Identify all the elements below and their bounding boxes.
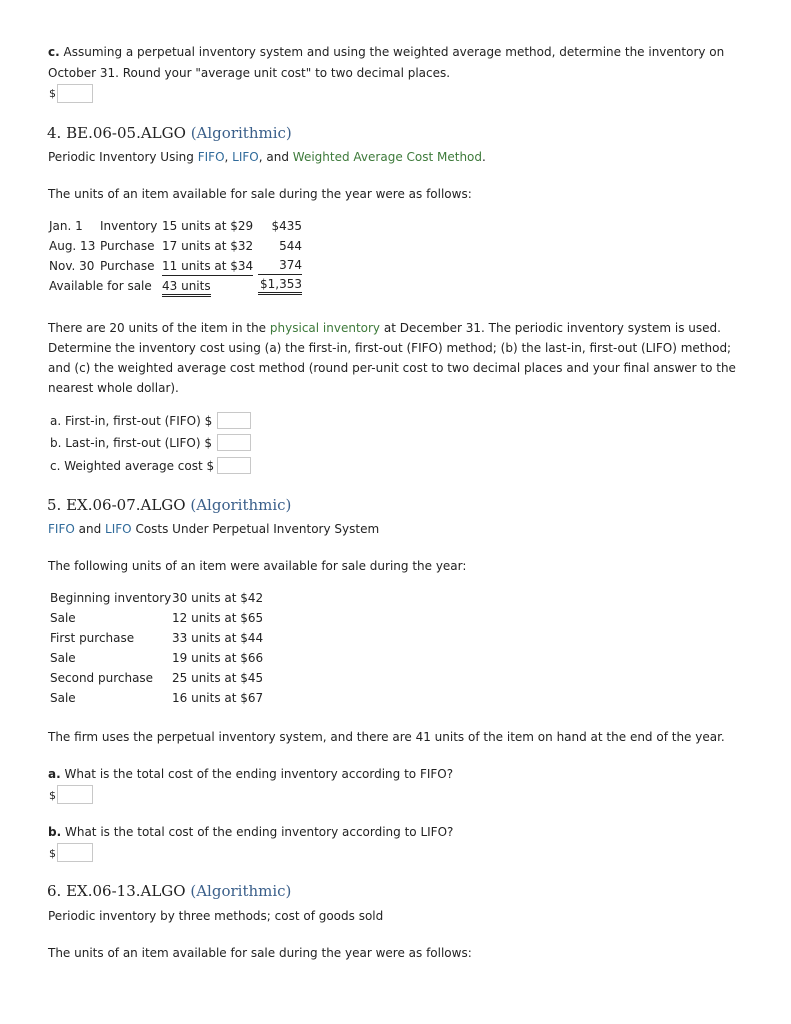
table-row: [49, 216, 302, 236]
q5-algorithmic: (Algorithmic): [190, 496, 292, 514]
q4-row-units: [162, 256, 257, 276]
q5-link-fifo[interactable]: FIFO: [48, 522, 75, 536]
q3c-line1: [48, 42, 724, 62]
q3c-label: c.: [48, 45, 60, 59]
q4-row-units-text: 11 units at $34: [162, 259, 253, 276]
q4-answer-c-input[interactable]: [217, 457, 251, 474]
q4-row-date: Aug. 13: [49, 239, 96, 253]
q4-row-units: 15 units at $29: [162, 219, 254, 233]
q5-code: EX.06-07.ALGO: [66, 496, 186, 514]
q5-row-label: Beginning inventory: [50, 591, 172, 605]
q5-dollar-b: $: [49, 847, 56, 860]
q4-answer-a-label: a. First-in, first-out (FIFO) $: [50, 414, 213, 428]
q4-para-text-post: at December 31. The periodic inventory system is used.: [383, 321, 721, 335]
q6-algorithmic: (Algorithmic): [190, 882, 292, 900]
q4-answer-b-label: b. Last-in, first-out (LIFO) $: [50, 436, 212, 450]
q4-total-cost-text: $1,353: [258, 277, 302, 295]
q5-question-b: [48, 822, 453, 842]
q4-answer-c-label: c. Weighted average cost $: [50, 459, 215, 473]
q3c-dollar: $: [49, 87, 56, 100]
q4-row-cost: $435: [271, 219, 302, 233]
q5-row-value: 30 units at $42: [172, 591, 264, 605]
table-row: [50, 628, 263, 648]
q3c-text-line1: Assuming a perpetual inventory system and using the weighted average method, determine the inventory on: [63, 45, 725, 59]
q5-row-value: 25 units at $45: [172, 671, 264, 685]
q5-qa-label: a.: [48, 767, 61, 781]
table-row: [49, 256, 302, 276]
q5-qb-label: b.: [48, 825, 62, 839]
q4-total-cost: [257, 276, 302, 296]
q4-total-units: [162, 276, 257, 296]
q4-title: [47, 124, 292, 142]
q4-subtitle-end: .: [482, 150, 486, 164]
q5-row-label: Sale: [50, 611, 76, 625]
table-row: [49, 236, 302, 256]
q5-link-lifo[interactable]: LIFO: [105, 522, 132, 536]
q4-para-line2: Determine the inventory cost using (a) the first-in, first-out (FIFO) method; (b) the last-in, first-out (LIFO) method;: [48, 341, 732, 355]
q3c-answer-input[interactable]: [57, 84, 93, 103]
q4-link-fifo[interactable]: FIFO: [197, 150, 225, 164]
q3c-text-line2: October 31. Round your "average unit cost" to two decimal places.: [48, 66, 451, 80]
q5-para: The firm uses the perpetual inventory system, and there are 41 units of the item on hand at the end of the year.: [48, 730, 725, 744]
q5-qb-text: What is the total cost of the ending inventory according to LIFO?: [64, 825, 454, 839]
q4-para-line4: nearest whole dollar).: [48, 381, 179, 395]
q5-dollar-a: $: [49, 789, 56, 802]
q5-answer-a-input[interactable]: [57, 785, 93, 804]
q4-row-cost-text: 374: [258, 258, 302, 275]
q5-units-table: [50, 588, 263, 708]
q4-row-units: 17 units at $32: [162, 239, 254, 253]
q4-link-lifo[interactable]: LIFO: [232, 150, 259, 164]
q5-intro: The following units of an item were available for sale during the year:: [48, 559, 467, 573]
table-row: [50, 688, 263, 708]
q6-intro: The units of an item available for sale during the year were as follows:: [48, 946, 472, 960]
q4-para-text: There are 20 units of the item in the: [48, 321, 267, 335]
q5-row-value: 12 units at $65: [172, 611, 264, 625]
q4-row-date: Nov. 30: [49, 259, 95, 273]
q4-para-line3: and (c) the weighted average cost method (round per-unit cost to two decimal places and your final answer to the: [48, 361, 736, 375]
q4-row-desc: Purchase: [100, 259, 155, 273]
q4-answer-a-input[interactable]: [217, 412, 251, 429]
q5-row-value: 19 units at $66: [172, 651, 264, 665]
q5-title: [47, 496, 291, 514]
q4-intro: The units of an item available for sale during the year were as follows:: [48, 187, 472, 201]
q5-row-label: Sale: [50, 691, 76, 705]
table-row: [50, 588, 263, 608]
table-row: [50, 648, 263, 668]
q4-row-desc: Purchase: [100, 239, 155, 253]
q4-total-label: Available for sale: [49, 279, 152, 293]
q6-title: [47, 882, 291, 900]
q5-row-value: 16 units at $67: [172, 691, 264, 705]
q4-inventory-table: [49, 216, 302, 296]
q4-para-line1: [48, 318, 721, 338]
q4-algorithmic: (Algorithmic): [190, 124, 292, 142]
q4-link-wac[interactable]: Weighted Average Cost Method: [292, 150, 483, 164]
table-row: [50, 668, 263, 688]
q6-subtitle: Periodic inventory by three methods; cost of goods sold: [48, 909, 384, 923]
q4-subtitle-comma: ,: [224, 150, 229, 164]
q5-qa-text: What is the total cost of the ending inventory according to FIFO?: [64, 767, 454, 781]
q5-row-label: Sale: [50, 651, 76, 665]
q5-subtitle-and: and: [78, 522, 102, 536]
q4-total-units-text: 43 units: [162, 279, 211, 297]
q4-answer-b-input[interactable]: [217, 434, 251, 451]
q4-row-cost: [257, 256, 302, 276]
q4-row-cost: 544: [279, 239, 302, 253]
q4-code: BE.06-05.ALGO: [66, 124, 186, 142]
q6-code: EX.06-13.ALGO: [66, 882, 186, 900]
q4-subtitle: [48, 147, 486, 167]
q6-number: 6.: [47, 882, 62, 900]
q4-row-desc: Inventory: [100, 219, 158, 233]
q5-number: 5.: [47, 496, 62, 514]
q5-subtitle: [48, 519, 379, 539]
q4-link-physical-inventory[interactable]: physical inventory: [269, 321, 381, 335]
q4-number: 4.: [47, 124, 62, 142]
q5-row-label: Second purchase: [50, 671, 154, 685]
q4-subtitle-text: Periodic Inventory Using: [48, 150, 194, 164]
q5-question-a: [48, 764, 453, 784]
q5-row-label: First purchase: [50, 631, 135, 645]
q5-answer-b-input[interactable]: [57, 843, 93, 862]
table-row-total: [49, 276, 302, 296]
q5-subtitle-rest: Costs Under Perpetual Inventory System: [135, 522, 380, 536]
q4-row-date: Jan. 1: [49, 219, 83, 233]
q4-subtitle-and: , and: [258, 150, 289, 164]
table-row: [50, 608, 263, 628]
q5-row-value: 33 units at $44: [172, 631, 264, 645]
